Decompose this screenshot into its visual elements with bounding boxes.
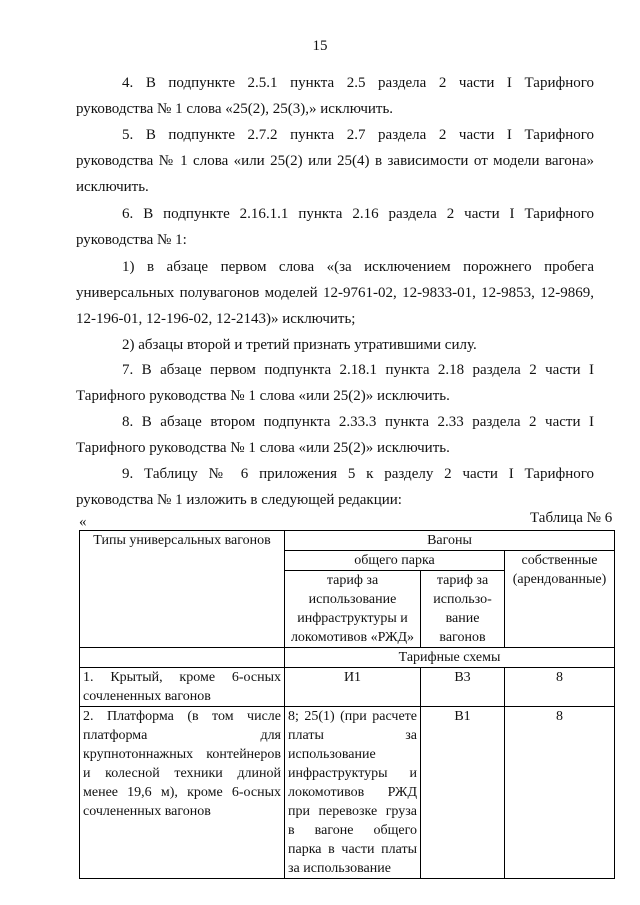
row-1-wagons: В3: [421, 668, 505, 707]
header-common-park: общего парка: [285, 551, 505, 571]
row-1-type: 1. Крытый, кроме 6-осных сочлененных вагонов: [80, 668, 285, 707]
paragraph-6-1: 1) в абзаце первом слова «(за исключением порожнего пробега: [122, 259, 594, 275]
row-2-infra: 8; 25(1) (при расчете платы за использование инфраструктуры и локомотивов РЖД при перевозке груза в вагоне общего парка в части платы за использование: [285, 707, 421, 879]
header-own: собственные (арендованные): [505, 551, 615, 648]
header-wagons: Вагоны: [285, 531, 615, 551]
paragraph-4-cont: руководства № 1 слова «25(2), 25(3),» исключить.: [76, 101, 394, 117]
table-row: [80, 668, 615, 707]
row-2-wagons: В1: [421, 707, 505, 879]
paragraph-9-cont: руководства № 1 изложить в следующей редакции:: [76, 492, 402, 508]
header-schemes: Тарифные схемы: [285, 648, 615, 668]
paragraph-8-cont: Тарифного руководства № 1 слова «или 25(2)» исключить.: [76, 440, 450, 456]
paragraph-5: 5. В подпункте 2.7.2 пункта 2.7 раздела 2 части I Тарифного: [122, 127, 594, 143]
header-wagon-types: Типы универсальных вагонов: [80, 531, 285, 648]
tariff-table: [79, 530, 615, 879]
quote-open: «: [79, 514, 87, 530]
paragraph-6-1-cont: универсальных полувагонов моделей 12-9761-02, 12-9833-01, 12-9853, 12-9869, 12-196-01, 12-196-02, 12-2143)» исключить;: [76, 285, 594, 327]
paragraph-6-cont: руководства № 1:: [76, 232, 187, 248]
paragraph-6-2: 2) абзацы второй и третий признать утратившими силу.: [122, 337, 477, 353]
table-header-row: [80, 648, 615, 668]
paragraph-4: 4. В подпункте 2.5.1 пункта 2.5 раздела 2 части I Тарифного: [122, 75, 594, 91]
row-2-type: 2. Платформа (в том числе платформа для крупнотоннажных контейнеров и колесной техники длиной менее 19,6 м), кроме 6-осных сочлененных вагонов: [80, 707, 285, 879]
header-tariff-infra: тариф за использование инфраструктуры и локомотивов «РЖД»: [285, 571, 421, 648]
table-row: [80, 707, 615, 879]
header-tariff-wagons: тариф за использо-вание вагонов: [421, 571, 505, 648]
paragraph-7: 7. В абзаце первом подпункта 2.18.1 пункта 2.18 раздела 2 части I: [122, 362, 594, 378]
paragraph-7-cont: Тарифного руководства № 1 слова «или 25(2)» исключить.: [76, 388, 450, 404]
row-2-own: 8: [505, 707, 615, 879]
table-header-row: [80, 531, 615, 551]
row-1-infra: И1: [285, 668, 421, 707]
page-number: 15: [312, 38, 328, 54]
paragraph-9: 9. Таблицу № 6 приложения 5 к разделу 2 части I Тарифного: [122, 466, 594, 482]
row-1-own: 8: [505, 668, 615, 707]
paragraph-8: 8. В абзаце втором подпункта 2.33.3 пункта 2.33 раздела 2 части I: [122, 414, 594, 430]
table-label: Таблица № 6: [530, 510, 613, 526]
paragraph-5-cont: руководства № 1 слова «или 25(2) или 25(4) в зависимости от модели вагона» исключить.: [76, 153, 594, 195]
header-empty-cell: [80, 648, 285, 668]
paragraph-6: 6. В подпункте 2.16.1.1 пункта 2.16 раздела 2 части I Тарифного: [122, 206, 594, 222]
